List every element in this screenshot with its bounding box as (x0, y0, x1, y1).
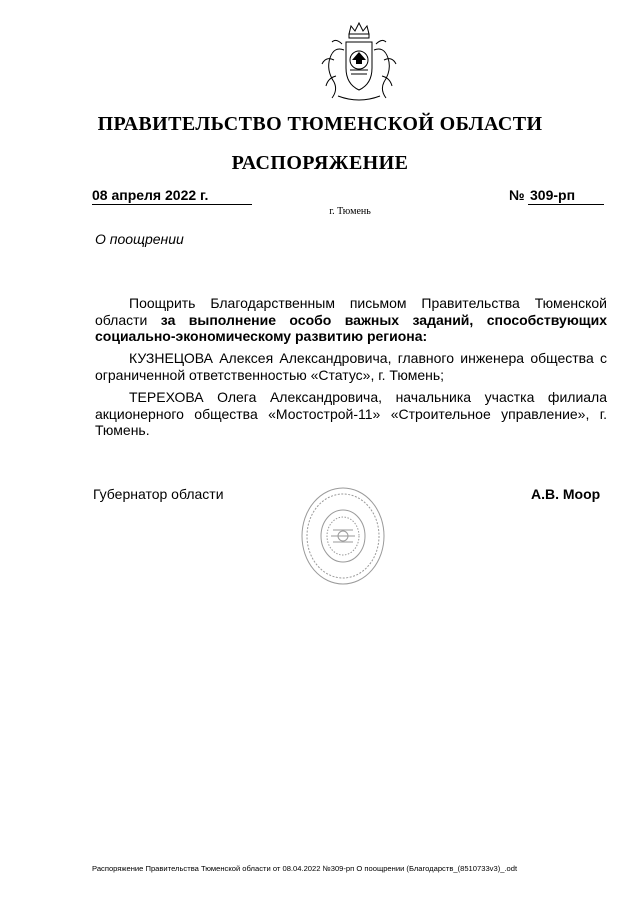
signer-position: Губернатор области (93, 486, 224, 502)
coat-of-arms-icon (316, 20, 402, 106)
signer-name: А.В. Моор (531, 486, 601, 502)
document-type: РАСПОРЯЖЕНИЕ (231, 152, 409, 174)
official-seal-icon (300, 486, 386, 586)
government-title: ПРАВИТЕЛЬСТВО ТЮМЕНСКОЙ ОБЛАСТИ (97, 113, 543, 135)
document-footer: Распоряжение Правительства Тюменской области от 08.04.2022 №309-рп О поощрении (Благодарств_(8510733v3)_.odt (92, 864, 518, 873)
body-paragraph-1-text: Поощрить Благодарственным письмом Правительства Тюменской области (95, 295, 607, 328)
document-city: г. Тюмень (329, 206, 371, 217)
number-sign: № (509, 187, 525, 203)
document-subject: О поощрении (95, 231, 184, 247)
body-paragraph-3 (95, 389, 607, 439)
body-paragraph-1 (95, 295, 607, 345)
document-number: 309-рп (528, 187, 604, 205)
body-paragraph-1-bold: за выполнение особо важных заданий, способствующих социально-экономическому развитию региона: (95, 311, 607, 344)
document-date: 08 апреля 2022 г. (92, 187, 252, 205)
body-paragraph-2-text: КУЗНЕЦОВА Алексея Александровича, главного инженера общества с ограниченной ответственностью «Статус», г. Тюмень; (95, 350, 607, 383)
body-paragraph-2 (95, 350, 607, 383)
body-paragraph-3-text: ТЕРЕХОВА Олега Александровича, начальника участка филиала акционерного общества «Мостострой-11» «Строительное управление», г. Тюмень. (95, 389, 607, 438)
